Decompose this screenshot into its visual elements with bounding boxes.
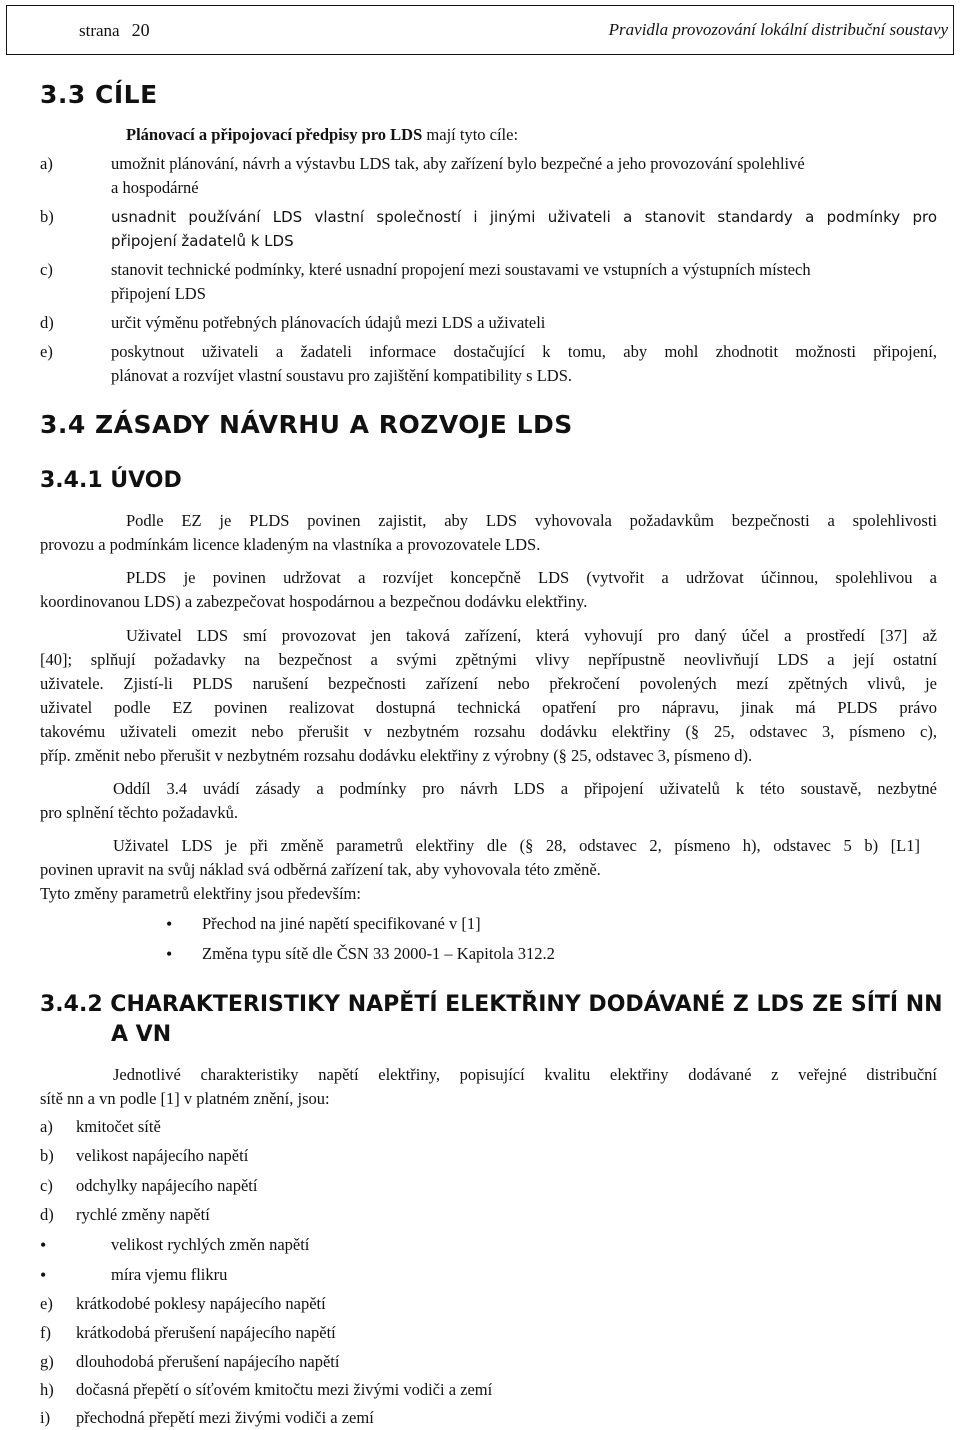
list-item-text: míra vjemu flikru — [111, 1265, 228, 1284]
bullet-icon: • — [166, 944, 173, 964]
list-item-text: poskytnout uživateli a žadateli informace dostačující k tomu, aby mohl zhodnotit možnosti připojení, — [111, 342, 937, 361]
paragraph-line: Tyto změny parametrů elektřiny jsou především: — [40, 884, 361, 903]
paragraph-line: povinen upravit na svůj náklad svá odběrná zařízení tak, aby vyhovovala této změně. — [40, 860, 601, 879]
list-item-label: a) — [40, 1117, 53, 1136]
list-item-label: f) — [40, 1323, 51, 1342]
list-item-label: b) — [40, 1146, 54, 1165]
paragraph-line: pro splnění těchto požadavků. — [40, 803, 238, 822]
list-item-label: c) — [40, 260, 53, 279]
paragraph-line: provozu a podmínkám licence kladeným na vlastníka a provozovatele LDS. — [40, 535, 541, 554]
paragraph-line: [40]; splňují požadavky na bezpečnost a svými zpětnými vlivy nepřípustně neovlivňují LDS a její ostatní — [40, 650, 937, 669]
list-item-label: e) — [40, 342, 53, 361]
page-header — [6, 5, 954, 55]
list-item-label: i) — [40, 1408, 51, 1427]
paragraph-line: Uživatel LDS je při změně parametrů elektřiny dle (§ 28, odstavec 2, písmeno h), odstavec 5 b) [L1] — [113, 836, 920, 855]
paragraph-line: takovému uživateli omezit nebo přerušit v nezbytném rozsahu dodávku elektřiny (§ 25, odstavec 3, písmeno c), — [40, 722, 937, 741]
list-item-text: krátkodobá přerušení napájecího napětí — [76, 1323, 336, 1342]
list-item-text: stanovit technické podmínky, které usnadní propojení mezi soustavami ve vstupních a výstupních místech — [111, 260, 811, 279]
list-item-text: a hospodárné — [111, 178, 199, 197]
subsection-heading-3-4-1: 3.4.1 ÚVOD — [40, 468, 182, 493]
paragraph-line: sítě nn a vn podle [1] v platném znění, jsou: — [40, 1089, 330, 1108]
list-item-label: d) — [40, 313, 54, 332]
list-item-label: d) — [40, 1205, 54, 1224]
list-item-text: přechodná přepětí mezi živými vodiči a zemí — [76, 1408, 374, 1427]
bullet-item: Přechod na jiné napětí specifikované v [1] — [202, 914, 481, 933]
list-item-label: a) — [40, 154, 53, 173]
paragraph-line: koordinovanou LDS) a zabezpečovat hospodárnou a bezpečnou dodávku elektřiny. — [40, 592, 588, 611]
list-item-label: e) — [40, 1294, 53, 1313]
list-item-label: h) — [40, 1380, 54, 1399]
paragraph-line: Podle EZ je PLDS povinen zajistit, aby LDS vyhovovala požadavkům bezpečnosti a spolehlivosti — [126, 511, 937, 530]
paragraph-line: Jednotlivé charakteristiky napětí elektřiny, popisující kvalitu elektřiny dodávané z veřejné distribuční — [113, 1065, 937, 1084]
subsection-heading-3-4-2: 3.4.2 CHARAKTERISTIKY NAPĚTÍ ELEKTŘINY DODÁVANÉ Z LDS ZE SÍTÍ NN — [40, 992, 943, 1017]
list-item-label: c) — [40, 1176, 53, 1195]
list-item-text: velikost napájecího napětí — [76, 1146, 249, 1165]
page-number-label: strana 20 — [79, 20, 150, 40]
bullet-item: Změna typu sítě dle ČSN 33 2000-1 – Kapitola 312.2 — [202, 944, 555, 963]
list-item-text: odchylky napájecího napětí — [76, 1176, 258, 1195]
list-item-text: připojení žadatelů k LDS — [111, 232, 294, 250]
list-item-text: usnadnit používání LDS vlastní společností i jinými uživateli a stanovit standardy a podmínky pro — [111, 208, 937, 226]
list-item-text: kmitočet sítě — [76, 1117, 161, 1136]
list-item-text: umožnit plánování, návrh a výstavbu LDS tak, aby zařízení bylo bezpečné a jeho provozování spolehlivé — [111, 154, 805, 173]
list-item-text: připojení LDS — [111, 284, 206, 303]
list-item-text: dlouhodobá přerušení napájecího napětí — [76, 1352, 340, 1371]
document-title: Pravidla provozování lokální distribuční soustavy — [608, 20, 948, 39]
subsection-heading-3-4-2-cont: A VN — [111, 1022, 172, 1047]
bullet-icon: • — [40, 1235, 47, 1255]
list-item-label: b) — [40, 207, 54, 226]
bullet-icon: • — [40, 1265, 47, 1285]
list-item-text: určit výměnu potřebných plánovacích údajů mezi LDS a uživateli — [111, 313, 546, 332]
list-item-text: rychlé změny napětí — [76, 1205, 210, 1224]
paragraph-line: PLDS je povinen udržovat a rozvíjet koncepčně LDS (vytvořit a udržovat účinnou, spolehlivou a — [126, 568, 937, 587]
paragraph-line: uživatele. Zjistí-li PLDS narušení bezpečnosti zařízení nebo překročení povolených mezí zpětných vlivů, je — [40, 674, 937, 693]
section-heading-3-4: 3.4 ZÁSADY NÁVRHU A ROZVOJE LDS — [40, 410, 573, 439]
list-item-text: krátkodobé poklesy napájecího napětí — [76, 1294, 326, 1313]
bullet-icon: • — [166, 914, 173, 934]
paragraph-line: příp. změnit nebo přerušit v nezbytném rozsahu dodávku elektřiny z výrobny (§ 25, odstavec 3, písmeno d). — [40, 746, 753, 765]
list-item-text: plánovat a rozvíjet vlastní soustavu pro zajištění kompatibility s LDS. — [111, 366, 573, 385]
paragraph-line: Oddíl 3.4 uvádí zásady a podmínky pro návrh LDS a připojení uživatelů k této soustavě, nezbytné — [113, 779, 937, 798]
list-item-text: dočasná přepětí o síťovém kmitočtu mezi živými vodiči a zemí — [76, 1380, 493, 1399]
list-item-text: velikost rychlých změn napětí — [111, 1235, 310, 1254]
paragraph-line: Uživatel LDS smí provozovat jen taková zařízení, která vyhovují pro daný účel a prostředí [37] až — [126, 626, 937, 645]
section-intro: Plánovací a připojovací předpisy pro LDS mají tyto cíle: — [126, 125, 519, 144]
paragraph-line: uživatel podle EZ povinen realizovat dostupná technická opatření pro nápravu, jinak má PLDS právo — [40, 698, 937, 717]
section-heading-3-3: 3.3 CÍLE — [40, 80, 158, 109]
page-number: 20 — [131, 20, 150, 40]
list-item-label: g) — [40, 1352, 54, 1371]
